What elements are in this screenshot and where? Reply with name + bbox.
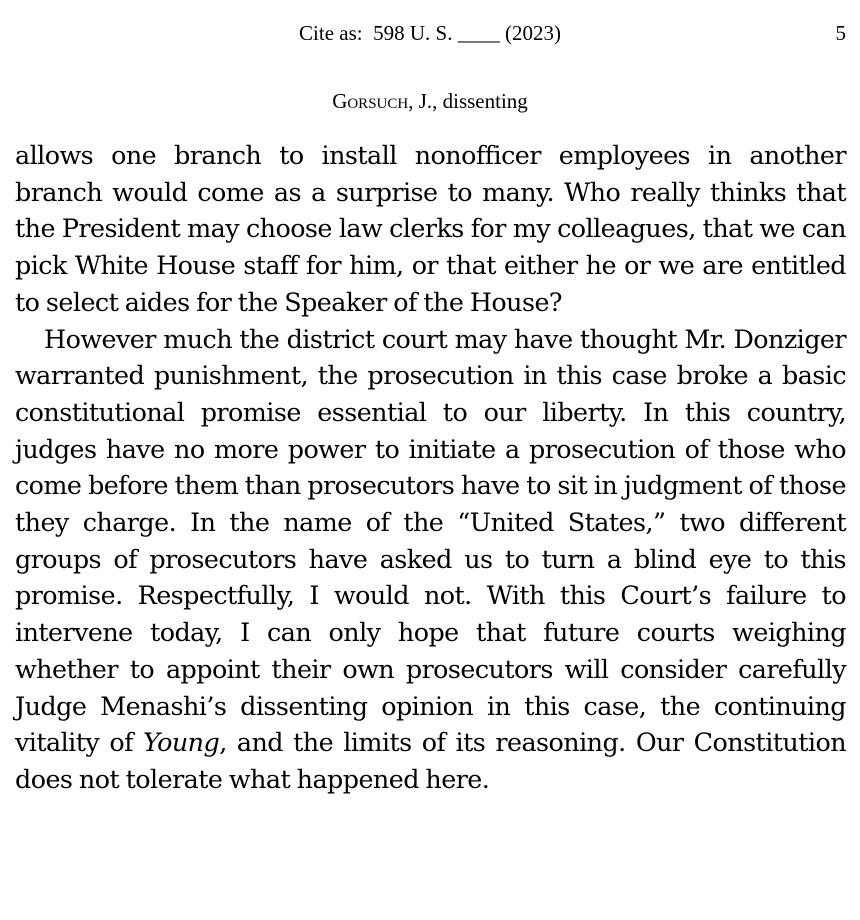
- case-name-italic: Young: [143, 727, 220, 758]
- page-number: 5: [835, 21, 846, 45]
- paragraph-2-text-before: However much the district court may have thought Mr. Donziger warranted punishment, the prosecution in this case broke a basic constitutional promise essential to our liberty. In this country, judges have no more power to initiate a prosecution of those who come before them than prosecutors have to sit in judgment of those they charge. In the name of the “United States,” two different groups of prosecutors have asked us to turn a blind eye to this promise. Respectfully, I would not. With this Court’s failure to intervene today, I can only hope that future courts weighing whether to appoint their own prosecutors will consider carefully Judge Menashi’s dissenting opinion in this case, the continuing vitality of: [15, 323, 846, 758]
- paragraph-2: [15, 321, 846, 798]
- paragraph-1: allows one branch to install nonofficer employees in another branch would come as a surprise to many. Who really thinks that the President may choose law clerks for my colleagues, that we can pick White House staff for him, or that either he or we are entitled to select aides for the Speaker of the House?: [15, 140, 846, 317]
- paragraph-2-text-after: , and the limits of its reasoning. Our Constitution does not tolerate what happened here.: [15, 727, 847, 794]
- opinion-body: [15, 137, 846, 798]
- citation-line: Cite as: 598 U. S. ____ (2023): [299, 21, 561, 45]
- page-header: [0, 18, 860, 48]
- opinion-type: , J., dissenting: [408, 89, 528, 113]
- author-name: Gorsuch: [332, 89, 409, 113]
- running-head: [0, 86, 860, 116]
